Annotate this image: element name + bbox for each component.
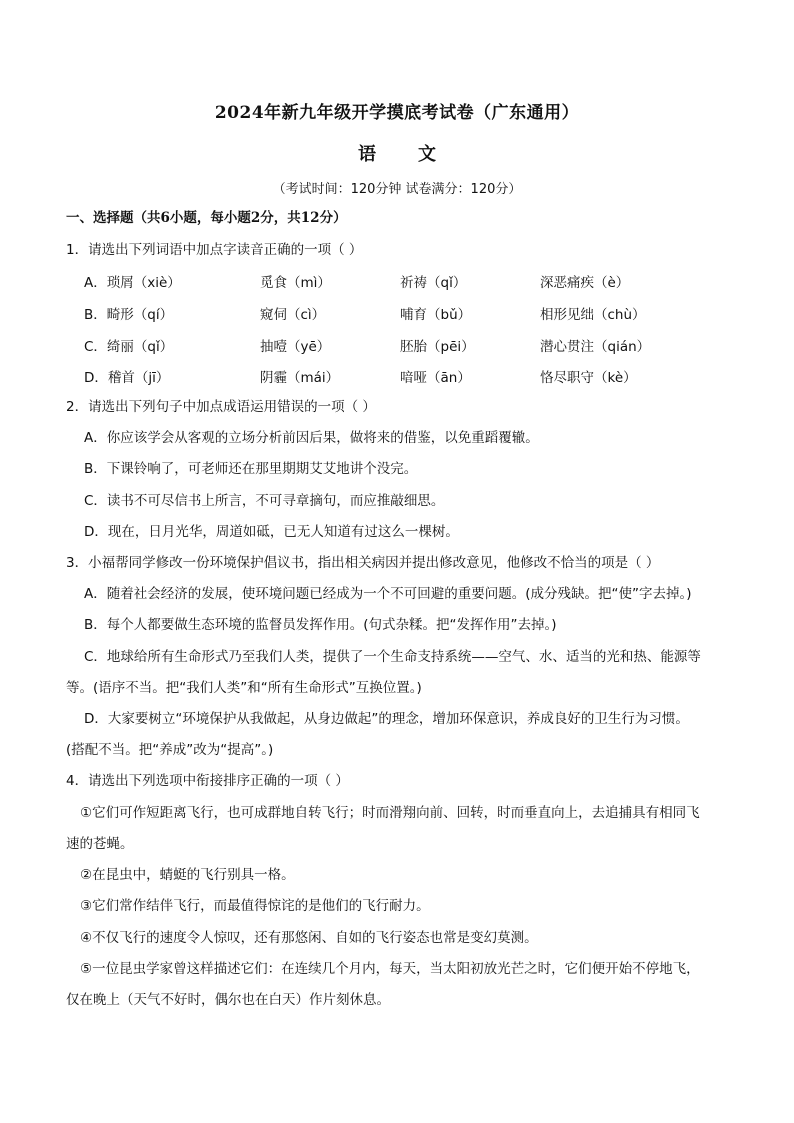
q1-option-a-3: 祈祷（qǐ） [400,275,467,291]
q1-option-d-4: 恪尽职守（kè） [540,370,637,386]
q1-option-d-1: D．稽首（jī） [84,370,170,386]
q1-option-a-2: 觅食（mì） [260,275,331,291]
q4-sentence-1: ①它们可作短距离飞行，也可成群地自转飞行；时而滑翔向前、回转，时而垂直向上，去追捕具有相同飞 [80,805,700,821]
q3-option-c: C．地球给所有生命形式乃至我们人类，提供了一个生命支持系统——空气、水、适当的光和热、能源等 [84,649,701,665]
exam-info: （考试时间：120分钟 试卷满分：120分） [272,182,522,197]
q1-option-c-2: 抽噎（yē） [260,339,331,355]
q1-option-b-2: 窥伺（cì） [260,307,326,323]
q4-sentence-3: ③它们常作结伴飞行，而最值得惊诧的是他们的飞行耐力。 [80,898,430,914]
q1-option-b-4: 相形见绌（chù） [540,307,646,323]
q2-option-c: C．读书不可尽信书上所言，不可寻章摘句，而应推敲细思。 [84,493,445,509]
q4-sentence-1-cont: 速的苍蝇。 [66,836,134,852]
q4-sentence-5: ⑤一位昆虫学家曾这样描述它们：在连续几个月内，每天，当太阳初放光芒之时，它们便开始不停地飞， [80,961,700,977]
q3-option-b: B．每个人都要做生态环境的监督员发挥作用。(句式杂糅。把“发挥作用”去掉。) [84,617,557,633]
q2-option-d: D．现在，日月光华，周道如砥，已无人知道有过这么一棵树。 [84,524,459,540]
q4-sentence-4: ④不仅飞行的速度令人惊叹，还有那悠闲、自如的飞行姿态也常是变幻莫测。 [80,930,538,946]
q2-option-a: A．你应该学会从客观的立场分析前因后果，做将来的借鉴，以免重蹈覆辙。 [84,430,539,446]
q3-option-d-cont: (搭配不当。把“养成”改为“提高”。) [66,742,274,758]
question-2-stem: 2．请选出下列句子中加点成语运用错误的一项（ ） [66,399,376,415]
q3-option-c-cont: 等。(语序不当。把“我们人类”和“所有生命形式”互换位置。) [66,680,422,696]
q1-option-c-3: 胚胎（pēi） [400,339,475,355]
question-4-stem: 4．请选出下列选项中衔接排序正确的一项（ ） [66,773,349,789]
q1-option-d-2: 阴霾（mái） [260,370,340,386]
q4-sentence-5-cont: 仅在晚上（天气不好时，偶尔也在白天）作片刻休息。 [66,992,390,1008]
q4-sentence-2: ②在昆虫中，蜻蜓的飞行别具一格。 [80,867,295,883]
q1-option-b-1: B．畸形（qí） [84,307,174,323]
q3-option-a: A．随着社会经济的发展，使环境问题已经成为一个不可回避的重要问题。(成分残缺。把“使”字去掉。) [84,586,692,602]
q3-option-d: D．大家要树立“环境保护从我做起，从身边做起”的理念，增加环保意识，养成良好的卫生行为习惯。 [84,711,689,727]
q1-option-d-3: 喑哑（ān） [400,370,471,386]
q1-option-b-3: 哺育（bǔ） [400,307,472,323]
q1-option-c-1: C．绮丽（qǐ） [84,339,174,355]
q1-option-a-4: 深恶痛疾（è） [540,275,630,291]
exam-title: 2024年新九年级开学摸底考试卷（广东通用） [214,103,580,123]
question-1-stem: 1．请选出下列词语中加点字读音正确的一项（ ） [66,242,363,258]
q1-option-a-1: A．琐屑（xiè） [84,275,181,291]
q2-option-b: B．下课铃响了，可老师还在那里期期艾艾地讲个没完。 [84,461,418,477]
question-3-stem: 3．小福帮同学修改一份环境保护倡议书，指出相关病因并提出修改意见，他修改不恰当的项是（ ） [66,555,660,571]
subject-title: 语文 [358,144,478,165]
section-heading: 一、选择题（共6小题，每小题2分，共12分） [66,210,347,226]
q1-option-c-4: 潜心贯注（qián） [540,339,651,355]
